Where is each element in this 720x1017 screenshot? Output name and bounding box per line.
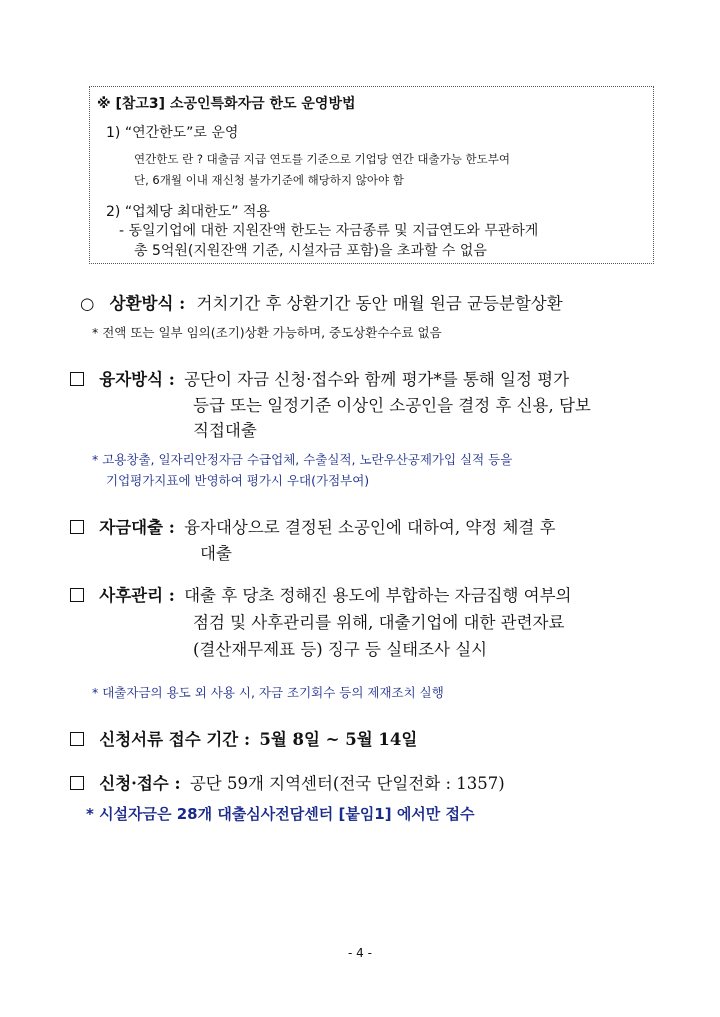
checkbox-square-icon [70,776,84,790]
financing-line2: 등급 또는 일정기준 이상인 소공인을 결정 후 신용, 담보 [193,396,591,415]
bullet-circle-icon: ○ [80,294,95,313]
reference-item2-line2: 총 5억원(지원잔액 기준, 시설자금 포함)을 초과할 수 없음 [134,243,487,259]
aftercare-note: * 대출자금의 용도 외 사용 시, 자금 조기회수 등의 제재조치 실행 [92,685,444,700]
application-section [70,770,505,794]
application-text: 공단 59개 지역센터(전국 단일전화 : 1357) [189,774,505,793]
financing-line1: 공단이 자금 신청·접수와 함께 평가*를 통해 일정 평가 [184,370,570,389]
reference-item2-line1: - 동일기업에 대한 지원잔액 한도는 자금종류 및 지급연도와 무관하게 [119,223,539,239]
loan-line1: 융자대상으로 결정된 소공인에 대하여, 약정 체결 후 [184,518,556,537]
repayment-note: * 전액 또는 일부 임의(조기)상환 가능하며, 중도상환수수료 없음 [92,325,442,340]
financing-line3: 직접대출 [193,421,257,440]
reference-item1-line1: 연간한도 란 ? 대출금 지급 연도를 기준으로 기업당 연간 대출가능 한도부여 [134,152,510,166]
checkbox-square-icon [70,520,84,534]
page-number: - 4 - [348,946,372,960]
reference-item1-line2: 단, 6개월 이내 재신청 불가기준에 해당하지 않아야 함 [134,173,404,187]
reference-item2-heading: 2) “업체당 최대한도” 적용 [106,204,270,220]
loan-section [70,514,556,538]
repayment-text: 거치기간 후 상환기간 동안 매월 원금 균등분할상환 [196,294,563,313]
aftercare-label: 사후관리 : [99,586,175,605]
reference-item1-heading: 1) “연간한도”로 운영 [106,125,239,141]
financing-note-line1: * 고용창출, 일자리안정자금 수급업체, 수출실적, 노란우산공제가입 실적 등을 [92,452,513,467]
checkbox-square-icon [70,588,84,602]
period-section [70,726,417,750]
application-note: * 시설자금은 28개 대출심사전담센터 [붙임1] 에서만 접수 [86,805,475,823]
financing-note-line2: 기업평가지표에 반영하여 평가시 우대(가점부여) [106,473,370,488]
repayment-label: 상환방식 : [109,294,186,313]
financing-label: 융자방식 : [99,370,175,389]
loan-label: 자금대출 : [99,518,175,537]
period-text: 5월 8일 ~ 5월 14일 [259,730,418,749]
aftercare-line3: (결산재무제표 등) 징구 등 실태조사 실시 [193,640,488,659]
aftercare-section [70,582,571,606]
checkbox-square-icon [70,732,84,746]
reference-title: ※ [참고3] 소공인특화자금 한도 운영방법 [97,96,356,112]
loan-line2: 대출 [200,544,232,563]
period-label: 신청서류 접수 기간 : [99,730,251,749]
repayment-section [80,290,563,314]
financing-section [70,366,569,390]
aftercare-line2: 점검 및 사후관리를 위해, 대출기업에 대한 관련자료 [193,613,565,632]
application-label: 신청·접수 : [99,774,181,793]
aftercare-line1: 대출 후 당초 정해진 용도에 부합하는 자금집행 여부의 [184,586,572,605]
checkbox-square-icon [70,372,84,386]
